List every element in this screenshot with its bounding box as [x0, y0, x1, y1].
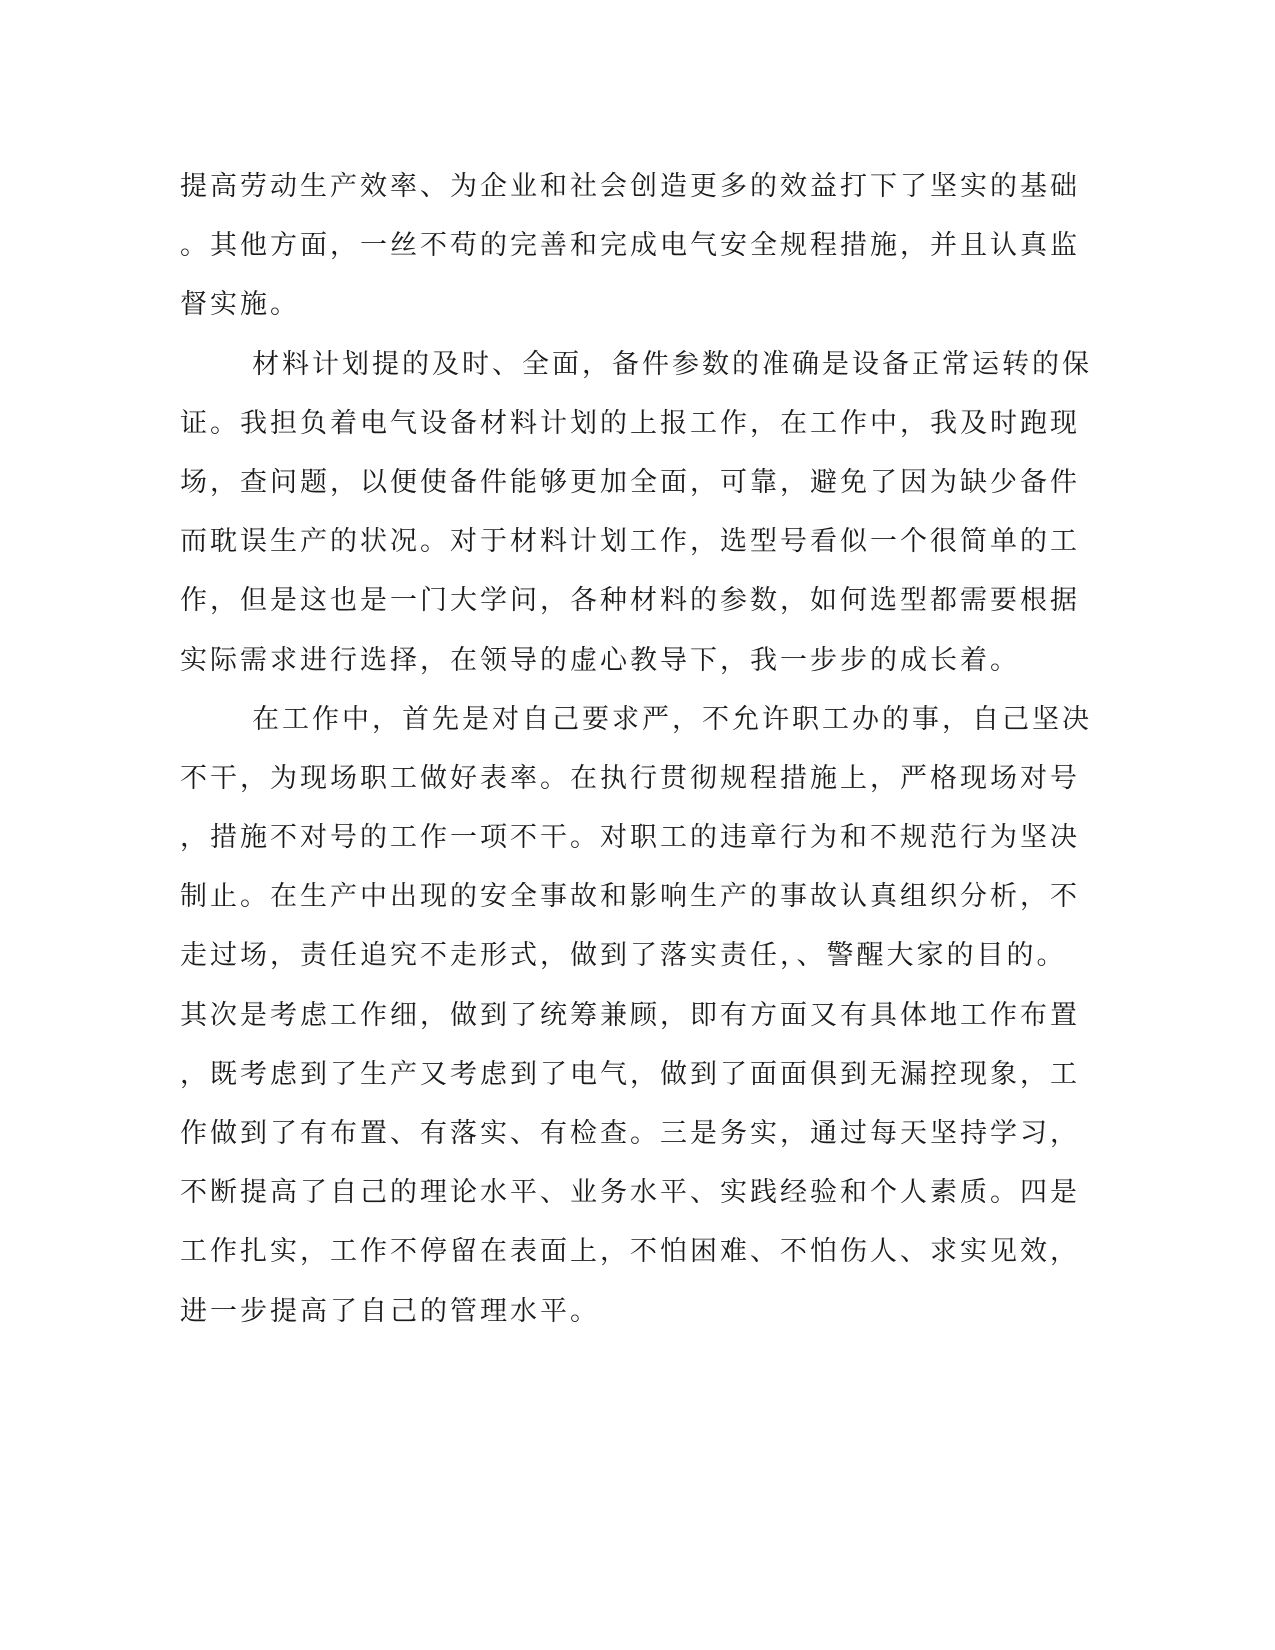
text-line: 。其他方面，一丝不苟的完善和完成电气安全规程措施，并且认真监 — [180, 230, 1080, 262]
text-line: 进一步提高了自己的管理水平。 — [180, 1295, 600, 1327]
text-line: 制止。在生产中出现的安全事故和影响生产的事故认真组织分析，不 — [180, 881, 1080, 913]
text-line: 工作扎实，工作不停留在表面上，不怕困难、不怕伤人、求实见效， — [180, 1236, 1080, 1268]
paragraph-2 — [180, 335, 1092, 690]
text-line: 作，但是这也是一门大学问，各种材料的参数，如何选型都需要根据 — [180, 585, 1080, 617]
text-line: 不断提高了自己的理论水平、业务水平、实践经验和个人素质。四是 — [180, 1177, 1080, 1209]
text-line: 督实施。 — [180, 289, 300, 321]
paragraph-1 — [180, 157, 1080, 335]
text-line: 不干，为现场职工做好表率。在执行贯彻规程措施上，严格现场对号 — [180, 762, 1080, 794]
text-line: 材料计划提的及时、全面，备件参数的准确是设备正常运转的保 — [252, 348, 1092, 380]
document-body — [180, 157, 1092, 1341]
text-line: 证。我担负着电气设备材料计划的上报工作，在工作中，我及时跑现 — [180, 407, 1080, 439]
text-line: 在工作中，首先是对自己要求严，不允许职工办的事，自己坚决 — [252, 703, 1092, 735]
text-line: 作做到了有布置、有落实、有检查。三是务实，通过每天坚持学习， — [180, 1118, 1080, 1149]
paragraph-3 — [180, 690, 1092, 1341]
text-line: 而耽误生产的状况。对于材料计划工作，选型号看似一个很简单的工 — [180, 526, 1080, 558]
text-line: ，既考虑到了生产又考虑到了电气，做到了面面俱到无漏控现象，工 — [180, 1058, 1080, 1090]
text-line: 提高劳动生产效率、为企业和社会创造更多的效益打下了坚实的基础 — [180, 171, 1080, 202]
text-line: 实际需求进行选择，在领导的虚心教导下，我一步步的成长着。 — [180, 644, 1020, 676]
text-line: 走过场，责任追究不走形式，做到了落实责任，、警醒大家的目的。 — [180, 940, 1067, 972]
text-line: 其次是考虑工作细，做到了统筹兼顾，即有方面又有具体地工作布置 — [180, 999, 1080, 1031]
text-line: 场，查问题，以便使备件能够更加全面，可靠，避免了因为缺少备件 — [180, 466, 1080, 498]
text-line: ，措施不对号的工作一项不干。对职工的违章行为和不规范行为坚决 — [180, 822, 1080, 854]
